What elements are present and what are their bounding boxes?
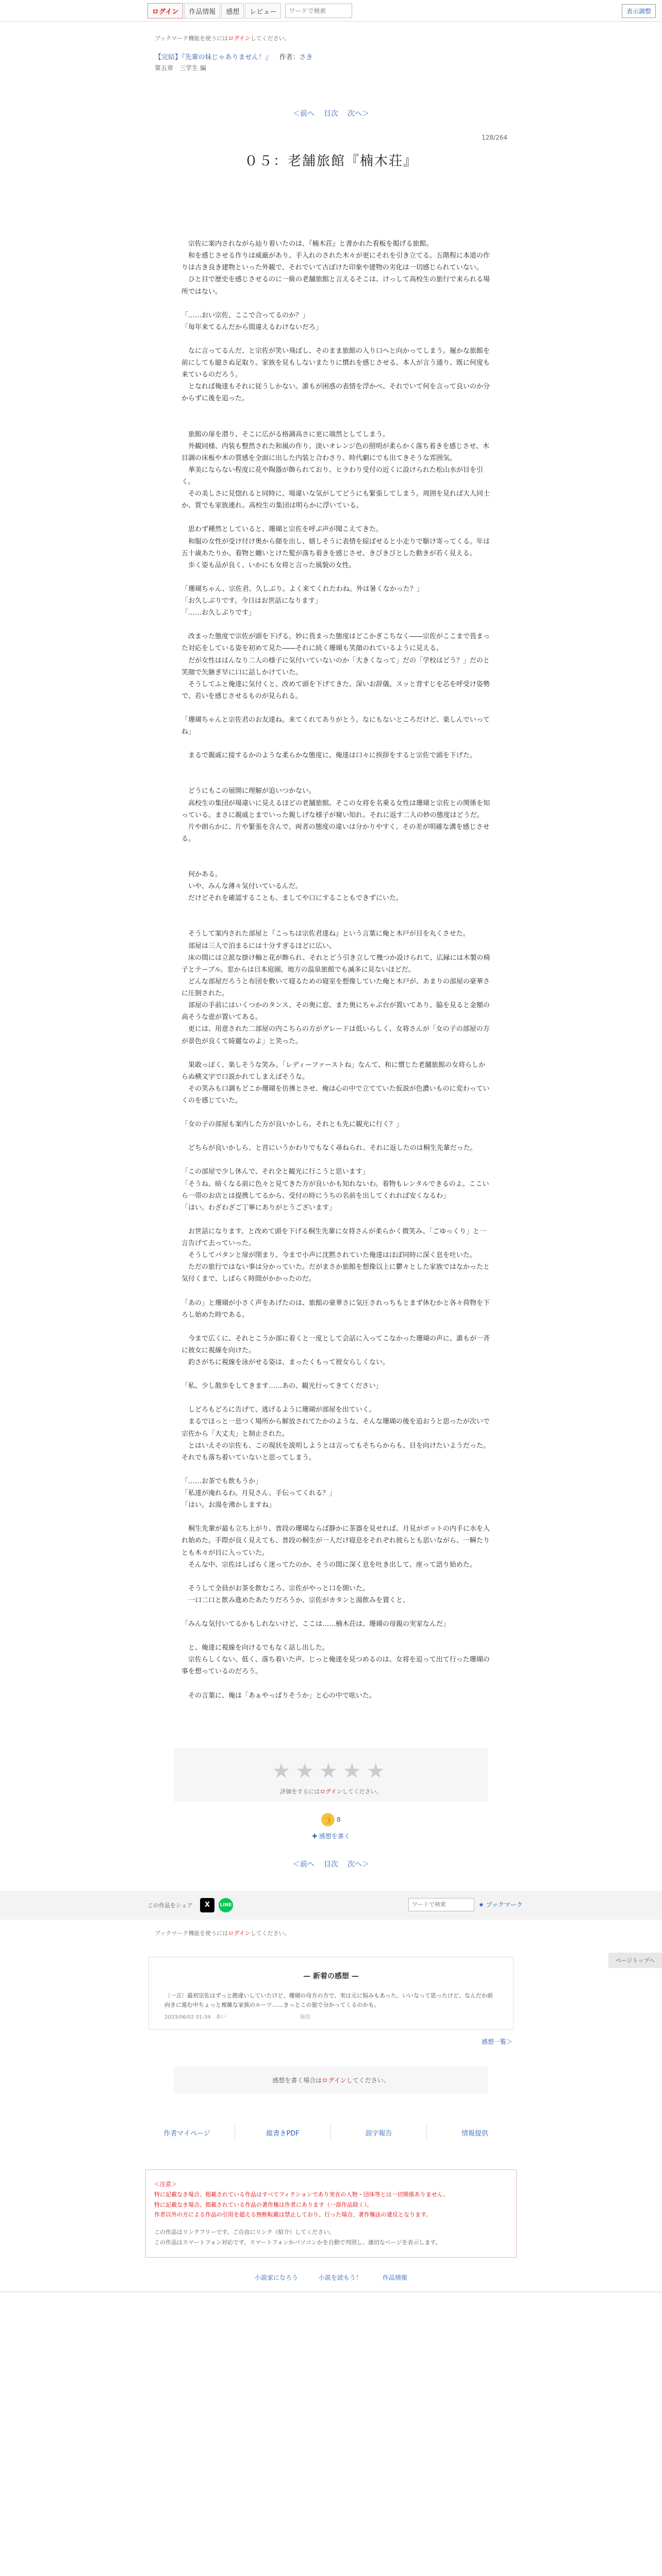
novel-paragraph: 今まで広くに、それとこうか部に着くと一度として会話に入ってこなかった珊瑚の声に、誰もが一斉に彼女に視線を向けた。 [181,1334,490,1354]
pager-bottom [0,1859,662,1869]
novel-paragraph: 「みんな気付いてるかもしれないけど、ここは……楠木荘は、珊瑚の母親の実家なんだ」 [181,1620,450,1628]
table-of-contents-link[interactable]: 目次 [324,110,338,118]
novel-paragraph: 外観同様、内装も整然された和風の作り。淡いオレンジ色の照明が柔らかく落ち着きを感じさせ、木目調の床板や木の質感を全面に出した内装と合わさり、時代劇にでも出てきそうな雰囲気。 [181,442,489,462]
rating-stars[interactable]: ★★★★★ [272,1759,390,1783]
line-share-icon[interactable]: LINE [219,1898,233,1912]
novel-paragraph: なに言ってるんだ、と宗佐が笑い飛ばし、そのまま旅館の入り口へと向かってしまう。履かな旅館を前にしても臆さぬ足取り。家族を見もしないまたりに慣れを感じさせる。本人が言う通り、既に何度も来ているのだろう。 [181,347,490,379]
table-of-contents-link-bottom[interactable]: 目次 [324,1860,338,1869]
novel-paragraph: とはいえその宗佐も、この現状を説明しようとは言ってもそちらからも、目を向けたいようだった。それでも落ち着いていないと思ってしまう。 [181,1442,490,1462]
novel-paragraph: 「毎年来てるんだから間違えるわけないだろ」 [181,323,323,331]
novel-paragraph: そうして全員がお茶を飲むころ、宗佐がやっと口を開いた。 [181,1584,370,1592]
rating-note-prefix: 評価をするには [280,1788,320,1795]
novel-paragraph: 和服の女性が受け付け奥から顔を出し、嬉しそうに表情を綻ばせると小走りで駆け寄ってくる。年は五十歳あたりか。着物と纏いとけた髪が落ち着きを感じさせ、きびきびとした動きが若く見える。 [181,537,490,557]
novel-paragraph [181,1047,491,1059]
write-impression-link[interactable]: ✚ 感想を書く [312,1832,350,1840]
novel-paragraph: 桐生先輩が最も立ち上がり、普段の珊瑚ならば静かに茶器を見せれば、月見がポットの内手に水を入れ始めた。手際が良く見えても、普段の桐生が一人だけ寝息をそれぞれ彼らとも思いながら、一瞬たりとも木々が目に入っていた。 [181,1525,490,1557]
login-button[interactable]: ログイン [147,3,183,19]
impressions-button[interactable]: 感想 [221,3,244,19]
bookmark-login-link[interactable]: ログイン [228,35,251,42]
bookmark-note2-prefix: ブックマーク機能を使うには [155,1929,228,1937]
bookmark-login-note [155,34,662,42]
bookmark-login-link-bottom[interactable]: ログイン [228,1929,251,1937]
episode-title: ０５：老舗旅館『楠木荘』 [244,154,418,169]
vertical-pdf-link[interactable]: 縦書きPDF [235,2125,331,2141]
rating-note-suffix: してください。 [342,1788,382,1795]
novel-paragraph: 和を感じさせる作りは威厳があり、手入れのされた木々が更にそれを引き立てる。五階程に本道の作りは古き良き建物といった外観で、それでいて古ぼけた印象や建物の劣化は一切感じられていない。 [181,252,490,272]
novel-paragraph [181,1392,491,1404]
novel-paragraph: いや、みんな薄々気付いているんだ。 [181,883,302,891]
pager-top [0,108,662,118]
novel-paragraph: となれば俺達もそれに従うしかない。誰もが困惑の表情を浮かべ、それでいて何を言って良いのか分からずに後を追った。 [181,383,490,403]
novel-paragraph: 宗佐に案内されながら辿り着いたのは、『楠木荘』と書かれた看板を掲げる旅館。 [181,240,433,248]
write-box-suffix: してください。 [346,2077,390,2084]
novel-paragraph: 「……おい宗佐、ここで合ってるのか？」 [181,311,309,319]
novel-paragraph: 片や朗らかに、片や緊張を含んで。両者の態度の違いは分かりやすく、その差が明確な溝を感じさせる。 [181,823,490,843]
bottom-navigation [0,2273,662,2289]
novel-paragraph: 「……お久しぶりです」 [181,609,256,617]
bookmark-note-suffix: してください。 [250,35,290,42]
novel-paragraph [181,761,491,773]
novel-paragraph: 高校生の集団が場違いに見えるほどの老舗旅館。そこの女将を名乗る女性は珊瑚と宗佐との関係を知っている。まさに親戚とまでいった親しげな様子が窺い知れ。それに返す二人の妙の態度はどうだ。 [181,799,490,819]
novel-paragraph [181,1368,491,1380]
series-title-link[interactable]: 【完結】『先輩の妹じゃありません！』 [155,54,272,61]
novel-paragraph: そうしてパタンと扉が閉まり、今まで小声に沈黙されていた俺達はほぼ同時に深く息を吐いた。 [181,1251,477,1260]
novel-paragraph: どうにもこの展開に理解が追いつかない。 [181,787,316,795]
novel-paragraph: 旅館の扉を潜り、そこに広がる格調高さに更に端然としてしまう。 [181,430,390,438]
novel-paragraph: 「はい。わざわざご丁寧にありがとうございます」 [181,1204,336,1212]
novel-paragraph: 華美にならない程度に花や陶器が飾られており、ヒラわり受付の近くに設けられた松山水が目を引く。 [181,466,484,486]
novel-paragraph: 床の間には立派な掛け軸と花が飾られ、それとどう引き立して幾つか設けられて、広縁には木製の椅子とテーブル。窓からは日本庭園。地方の温泉旅館でも滅多に見ないほどだ。 [181,954,490,974]
novel-paragraph: 一口二口と飲み進めたあたりだろうか、宗佐がカタンと湯飲みを置くと、 [181,1596,410,1604]
novel-paragraph: そんな中、宗佐はしばらく迷ってたのか、そうの間に深く息を吐き出して、座って語り始めた。 [181,1561,476,1569]
page-top-button[interactable]: ページトップへ [608,1953,662,1968]
impression-author-date: 2023/06/02 01:34 あい [164,2014,226,2020]
prev-episode-link[interactable]: ＜前へ [293,110,315,118]
novel-paragraph: だが女性ははんなり二人の様子に気付いていないのか「大きくなって」だの「学校はどう？」だのと笑顔で矢継ぎ早に口に話しかけていた。 [181,656,490,676]
novel-paragraph [181,1630,491,1642]
latest-impression-text: 〔一言〕最初宗佐はずっと勘違いしていたけど、珊瑚の母方の方で、実は元に悩みもあった。いいなって思ったけど、なんだか前向きに進む中ちょっと複雑な家族のルーツ……きっとこの旅で分かってくるのかも。 [164,1992,493,2009]
novel-paragraph [181,1285,491,1297]
rating-login-link[interactable]: ログイン [320,1788,342,1795]
novel-paragraph: 「珊瑚ちゃんと宗佐君のお友達ね。来てくれてありがとう。なにもないところだけど、楽しんでいってね」 [181,716,490,736]
narou-home-link[interactable]: 小説家になろう [254,2274,298,2281]
novel-paragraph [181,1214,491,1226]
work-info-link-bottom[interactable]: 作品情報 [383,2274,408,2281]
novel-paragraph: その美しさに見惚れると同時に、場違いな気がしてどうにも緊張してしまう。周囲を見れば大人同士か、質でも家族連れ。高校生の集団は明らかに浮いている。 [181,490,490,510]
write-login-link[interactable]: ログイン [322,2077,346,2084]
novel-paragraph: 「私、少し散歩をしてきます……あの、観光行ってきてください」 [181,1382,383,1391]
novel-paragraph [181,1678,491,1690]
chapter-label: 第五章 三学生 編 [155,64,206,72]
typo-report-link[interactable]: 誤字報告 [331,2125,427,2141]
novel-paragraph: 「お久しぶりです。今日はお世話になります」 [181,597,322,605]
novel-paragraph: 部屋は三人で泊まるには十分すぎるほどに広い。 [181,942,336,950]
latest-impression-meta [164,2012,498,2020]
novel-paragraph [181,571,491,583]
notice-heading: ＜注意＞ [154,2181,177,2188]
latest-impression-box [148,1957,514,2030]
novel-paragraph: お世話になります、と改めて頭を下げる桐生先輩に女将さんが柔らかく微笑み、「ごゆっくり」と一言告げて去っていった。 [181,1227,487,1247]
impression-list-link[interactable]: 感想一覧＞ [481,2038,512,2045]
share-bar [0,1891,662,1920]
novel-paragraph: 「あの」と珊瑚が小さく声をあげたのは、旅館の豪華さに気圧されっちもとまず休むかと各々荷物を下ろし始めた時である。 [181,1299,490,1319]
novel-paragraph: ひと目で歴史を感じさせるのに一級の老舗旅館と言えるそこは、けっして高校生の旅行で来られる場所ではない。 [181,276,490,296]
share-label: この作品をシェア [147,1902,193,1909]
novel-paragraph: 釣さがちに視線を泳がせる姿は、まったくもって彼女らしくない。 [181,1359,390,1366]
novel-paragraph: 「女の子の部屋も案内した方が良いかしら。それとも先に観光に行く？」 [181,1121,403,1129]
reaction [0,1813,662,1826]
search-input[interactable] [285,4,352,18]
novel-paragraph [181,417,491,429]
latest-impression-heading: — 新着の感想 — [303,1972,359,1980]
novel-paragraph: 「私達が淹れるわ。月見さん、手伝ってくれる？」 [181,1489,336,1497]
works-info-button[interactable]: 作品情報 [184,3,220,19]
notice-box [145,2170,517,2258]
novel-body [181,226,491,1702]
novel-paragraph [181,857,491,869]
novel-paragraph [181,738,491,750]
novel-paragraph [181,405,491,417]
notice-gray-line: この作品はスマートフォン対応です。スマートフォンかパソコンかを自動で判別し、適切なページを表示します。 [154,2239,441,2246]
novel-paragraph: しどろもどろに告げて、逃げるように珊瑚が部屋を出ていく。 [181,1406,376,1414]
notice-line: 作者以外の方による作品の引用を超える無断転載は禁止しており、行った場合、著作権法の違反となります。 [154,2211,432,2218]
next-episode-link[interactable]: 次へ＞ [347,110,369,118]
novel-paragraph [181,904,491,916]
author-label: 作者： [279,54,300,61]
novel-paragraph [181,1130,491,1142]
novel-paragraph [181,1511,491,1523]
novel-paragraph [181,1154,491,1166]
novel-paragraph: どんな部屋だろうと布団を敷いて寝るための寝室を想像していた俺と木戸が、あまりの部屋の豪華さに圧倒された。 [181,977,490,997]
novel-paragraph [181,1464,491,1476]
novel-paragraph [181,1606,491,1618]
novel-paragraph: 改まった態度で宗佐が頭を下げる。妙に畏まった態度はどこかぎこちなく――宗佐がここまで畏まった対応をしている姿を初めて見た――それに続く珊瑚も笑顔のれているように見える。 [181,633,490,653]
author-mypage-link[interactable]: 作者マイページ [139,2125,235,2141]
x-share-icon[interactable]: X [200,1898,214,1912]
novel-paragraph: ただの旅行ではない事は分かっていた。だがまさか旅館を想像以上に鬱々とした家族ではなかったと気付くまで、しばらく時間がかかったのだ。 [181,1263,490,1283]
novel-paragraph: どちらが良いかしら、と首にいうかわりでもなく尋ねられ、それに返したのは桐生先輩だった。 [181,1144,477,1153]
novel-paragraph: 「……お茶でも飲もうか」 [181,1477,262,1485]
novel-paragraph: 歩く姿も品が良く、いかにも女将と言った風貌の女性。 [181,561,356,569]
rating-login-note [174,1787,488,1795]
bookmark-note-prefix: ブックマーク機能を使うには [155,35,228,42]
write-box-prefix: 感想を書く場合は [272,2077,322,2084]
novel-paragraph [181,1107,491,1118]
novel-paragraph [181,226,491,238]
impression-reply-link[interactable]: 返信 [300,2014,310,2020]
bookmark-login-note-bottom [155,1929,662,1937]
novel-paragraph: 更には、用意された二部屋の内こちらの方がグレードは低いらしく、女将さんが「女の子の部屋の方が景色が良くて綺麗なのよ」と笑った。 [181,1025,490,1045]
author-link[interactable]: さき [299,54,313,61]
episode-count: 128/264 [482,134,507,141]
novel-paragraph: 部屋の手前にはいくつかのタンス、その奥に窓、また奥にちゃぶ台が置いてあり、脇を見ると金額の高そうな壺が置いてある。 [181,1002,490,1022]
novel-paragraph: 「この部屋で少し休んで、それ全と観光に行こうと思います」 [181,1168,369,1176]
novel-paragraph: 「はい。お湯を沸かしますね」 [181,1501,276,1510]
novel-paragraph [181,619,491,631]
reaction-count: 8 [337,1816,341,1823]
novel-paragraph [181,916,491,928]
novel-paragraph [181,512,491,523]
yomou-link[interactable]: 小説を読もう！ [318,2274,362,2281]
bookmark-note2-suffix: してください。 [250,1929,290,1937]
novel-paragraph [181,702,491,714]
novel-paragraph: そうして案内された部屋と『こっちは宗佐君達ね』という言葉に俺と木戸が目を丸くさせた。 [181,930,470,938]
novel-paragraph [181,333,491,345]
novel-paragraph: 何かある。 [181,871,222,878]
thumbs-up-icon[interactable]: 👍 [321,1813,335,1826]
review-button[interactable]: レビュー [245,3,281,19]
novel-paragraph [181,1571,491,1583]
next-episode-link-bottom[interactable]: 次へ＞ [347,1860,369,1869]
write-impression-box [174,2066,488,2094]
series-info [155,52,662,61]
novel-paragraph: 宗佐らしくない、低く、落ち着いた声。じっと俺達を見つめるのは、女将を追って出て行った珊瑚の事を想っているのだろう。 [181,1656,490,1676]
notice-gray-line: この作品はリンクフリーです。ご自由にリンク（紹介）してください。 [154,2229,335,2236]
prev-episode-link-bottom[interactable]: ＜前へ [293,1860,315,1869]
novel-paragraph: その笑みも口調もどこか珊瑚を彷彿とさせ、俺は心の中で立てていた仮説が色濃いものに変わっていくのを感じていた。 [181,1084,490,1105]
novel-paragraph: まるでほっと一息つく場所から解放されてたかのような、そんな珊瑚の後を追おうと思ったが次いで宗佐から「大丈夫」と制止された。 [181,1418,490,1438]
rating-box [174,1748,488,1802]
novel-paragraph: 「珊瑚ちゃん、宗佐君、久しぶり。よく来てくれたわね。外は暑くなかった？」 [181,585,423,593]
info-report-link[interactable]: 情報提供 [461,2130,488,2138]
bookmark-button[interactable]: ★ ブックマーク [478,1901,523,1908]
footer-links [0,2125,662,2141]
novel-paragraph [181,845,491,857]
novel-paragraph: だけどそれを確認することも、ましてや口にすることもできずにいた。 [181,894,403,903]
novel-paragraph: 果敢っぽく、楽しそうな笑み。「レディーファーストね」なんて、和に慣じた老舗旅館の女将らしからぬ横文字で口説かれてしまえばそうな。 [181,1061,486,1081]
novel-paragraph: 思わず種然としていると、珊瑚と宗佐を呼ぶ声が聞こえてきた。 [181,526,383,534]
notice-line: 特に記載なき場合、掲載されている作品の著作権は作者にあります（一部作品除く）。 [154,2201,373,2208]
novel-paragraph [181,1321,491,1333]
display-settings-button[interactable]: 表示調整 [622,4,656,18]
top-navigation-bar [0,0,662,22]
search-input-bottom[interactable] [408,1898,474,1911]
notice-line: 特に記載なき場合、掲載されている作品はすべてフィクションであり実在の人物・団体等とは一切関係ありません。 [154,2191,449,2198]
novel-paragraph: そうしてふと俺達に気付くと、改めて頭を下げてきた。深いお辞儀。スッと背すじを芯を呼受け姿勢で、若いを感じさせるものが見られる。 [181,680,490,700]
novel-paragraph: その言葉に、俺は「あぁやっぱりそうか」と心の中で呟いた。 [181,1691,376,1700]
novel-paragraph [181,298,491,310]
novel-paragraph [181,773,491,785]
novel-paragraph: と、俺達に視線を向けるでもなく話し出した。 [181,1644,329,1652]
novel-paragraph: 「そうね、暗くなる前に色々と見てきた方が良いかも知れないわ。着物もレンタルできるのよ。ここいら一帯のお店とは提携してるから、受付の時にうちの名前を出してくれれば安くなるわ」 [181,1180,489,1200]
novel-paragraph: まるで親戚に接するかのような柔らかな態度に、俺達は口々に挨拶をすると宗佐で頭を下げた。 [181,752,476,760]
